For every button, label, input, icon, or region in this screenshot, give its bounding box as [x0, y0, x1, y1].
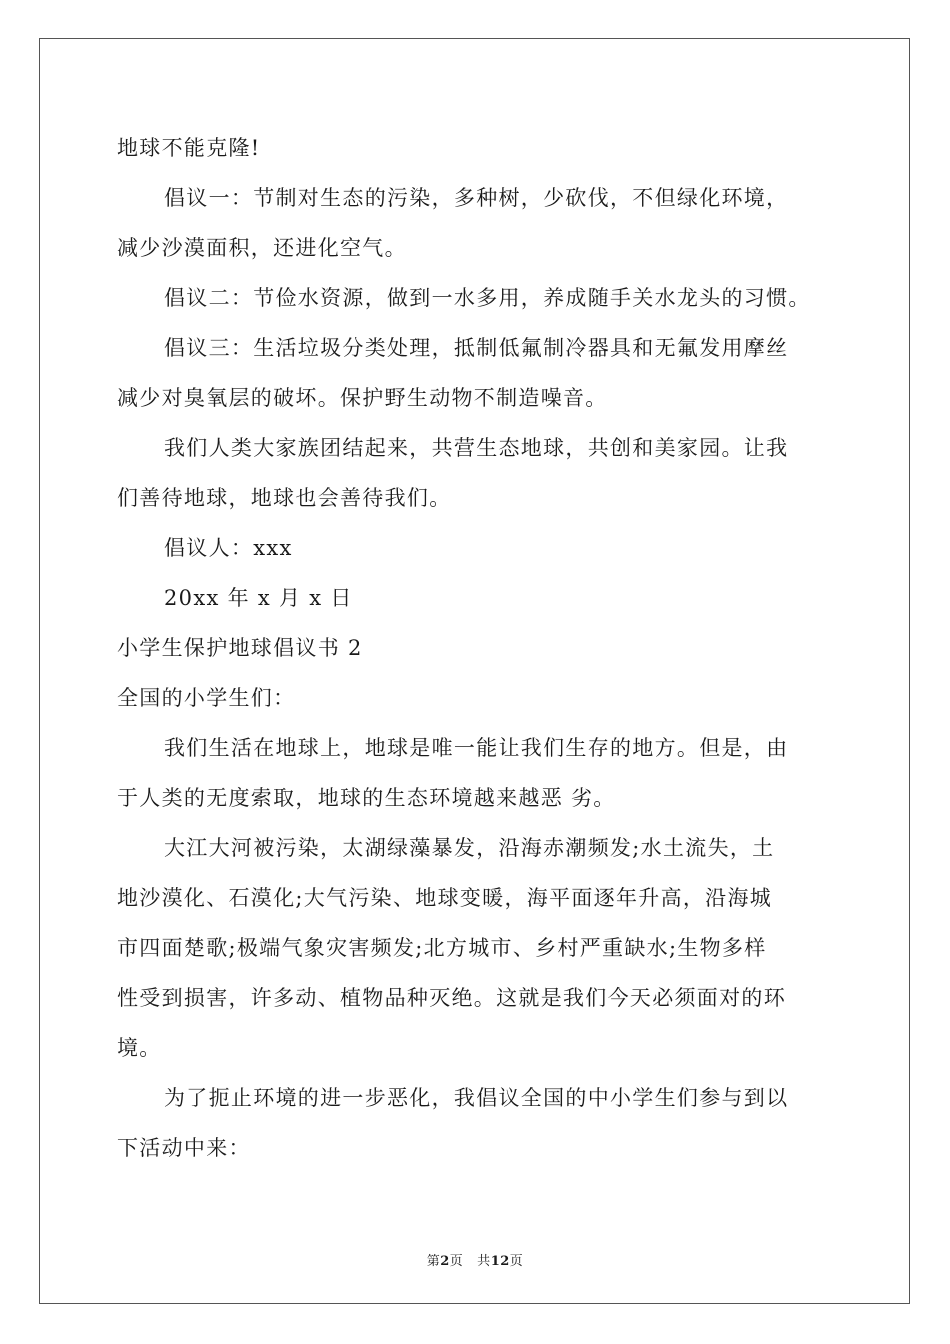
date-line: 20xx 年 x 月 x 日 [164, 586, 353, 610]
page-prefix: 第 [426, 1254, 441, 1269]
total-unit: 页 [509, 1254, 524, 1269]
paragraph-line: 倡议三：生活垃圾分类处理，抵制低氟制冷器具和无氟发用摩丝 [164, 336, 789, 360]
page-unit: 页 [449, 1254, 464, 1269]
paragraph-line: 市四面楚歌;极端气象灾害频发;北方城市、乡村严重缺水;生物多样 [117, 936, 767, 960]
paragraph-line: 们善待地球，地球也会善待我们。 [117, 486, 452, 510]
paragraph-line: 性受到损害，许多动、植物品种灭绝。这就是我们今天必须面对的环 [117, 986, 786, 1010]
paragraph-line: 倡议二：节俭水资源，做到一水多用，养成随手关水龙头的习惯。 [164, 286, 811, 310]
paragraph-line: 我们生活在地球上，地球是唯一能让我们生存的地方。但是，由 [164, 736, 789, 760]
paragraph-line: 倡议一：节制对生态的污染，多种树，少砍伐，不但绿化环境， [164, 186, 789, 210]
paragraph-line: 减少沙漠面积，还进化空气。 [117, 236, 407, 260]
page-current: 2 [440, 1254, 450, 1269]
paragraph-line: 减少对臭氧层的破坏。保护野生动物不制造噪音。 [117, 386, 608, 410]
paragraph-line: 于人类的无度索取，地球的生态环境越来越恶 劣。 [117, 786, 616, 810]
section-title: 小学生保护地球倡议书 2 [117, 636, 363, 660]
signature-line: 倡议人：xxx [164, 536, 293, 560]
page-total: 12 [490, 1254, 510, 1269]
total-prefix: 共 [477, 1254, 491, 1269]
paragraph-line: 为了扼止环境的进一步恶化，我倡议全国的中小学生们参与到以 [164, 1086, 789, 1110]
paragraph-line: 地沙漠化、石漠化;大气污染、地球变暖，海平面逐年升高，沿海城 [117, 886, 773, 910]
page-border [39, 38, 910, 1304]
paragraph-line: 下活动中来： [117, 1136, 251, 1160]
paragraph-line: 大江大河被污染，太湖绿藻暴发，沿海赤潮频发;水土流失，土 [164, 836, 775, 860]
paragraph-line: 境。 [117, 1036, 162, 1060]
salutation: 全国的小学生们： [117, 686, 296, 710]
paragraph-line: 我们人类大家族团结起来，共营生态地球，共创和美家园。让我 [164, 436, 789, 460]
paragraph-line: 地球不能克隆! [117, 136, 261, 160]
page-footer [0, 1250, 950, 1269]
